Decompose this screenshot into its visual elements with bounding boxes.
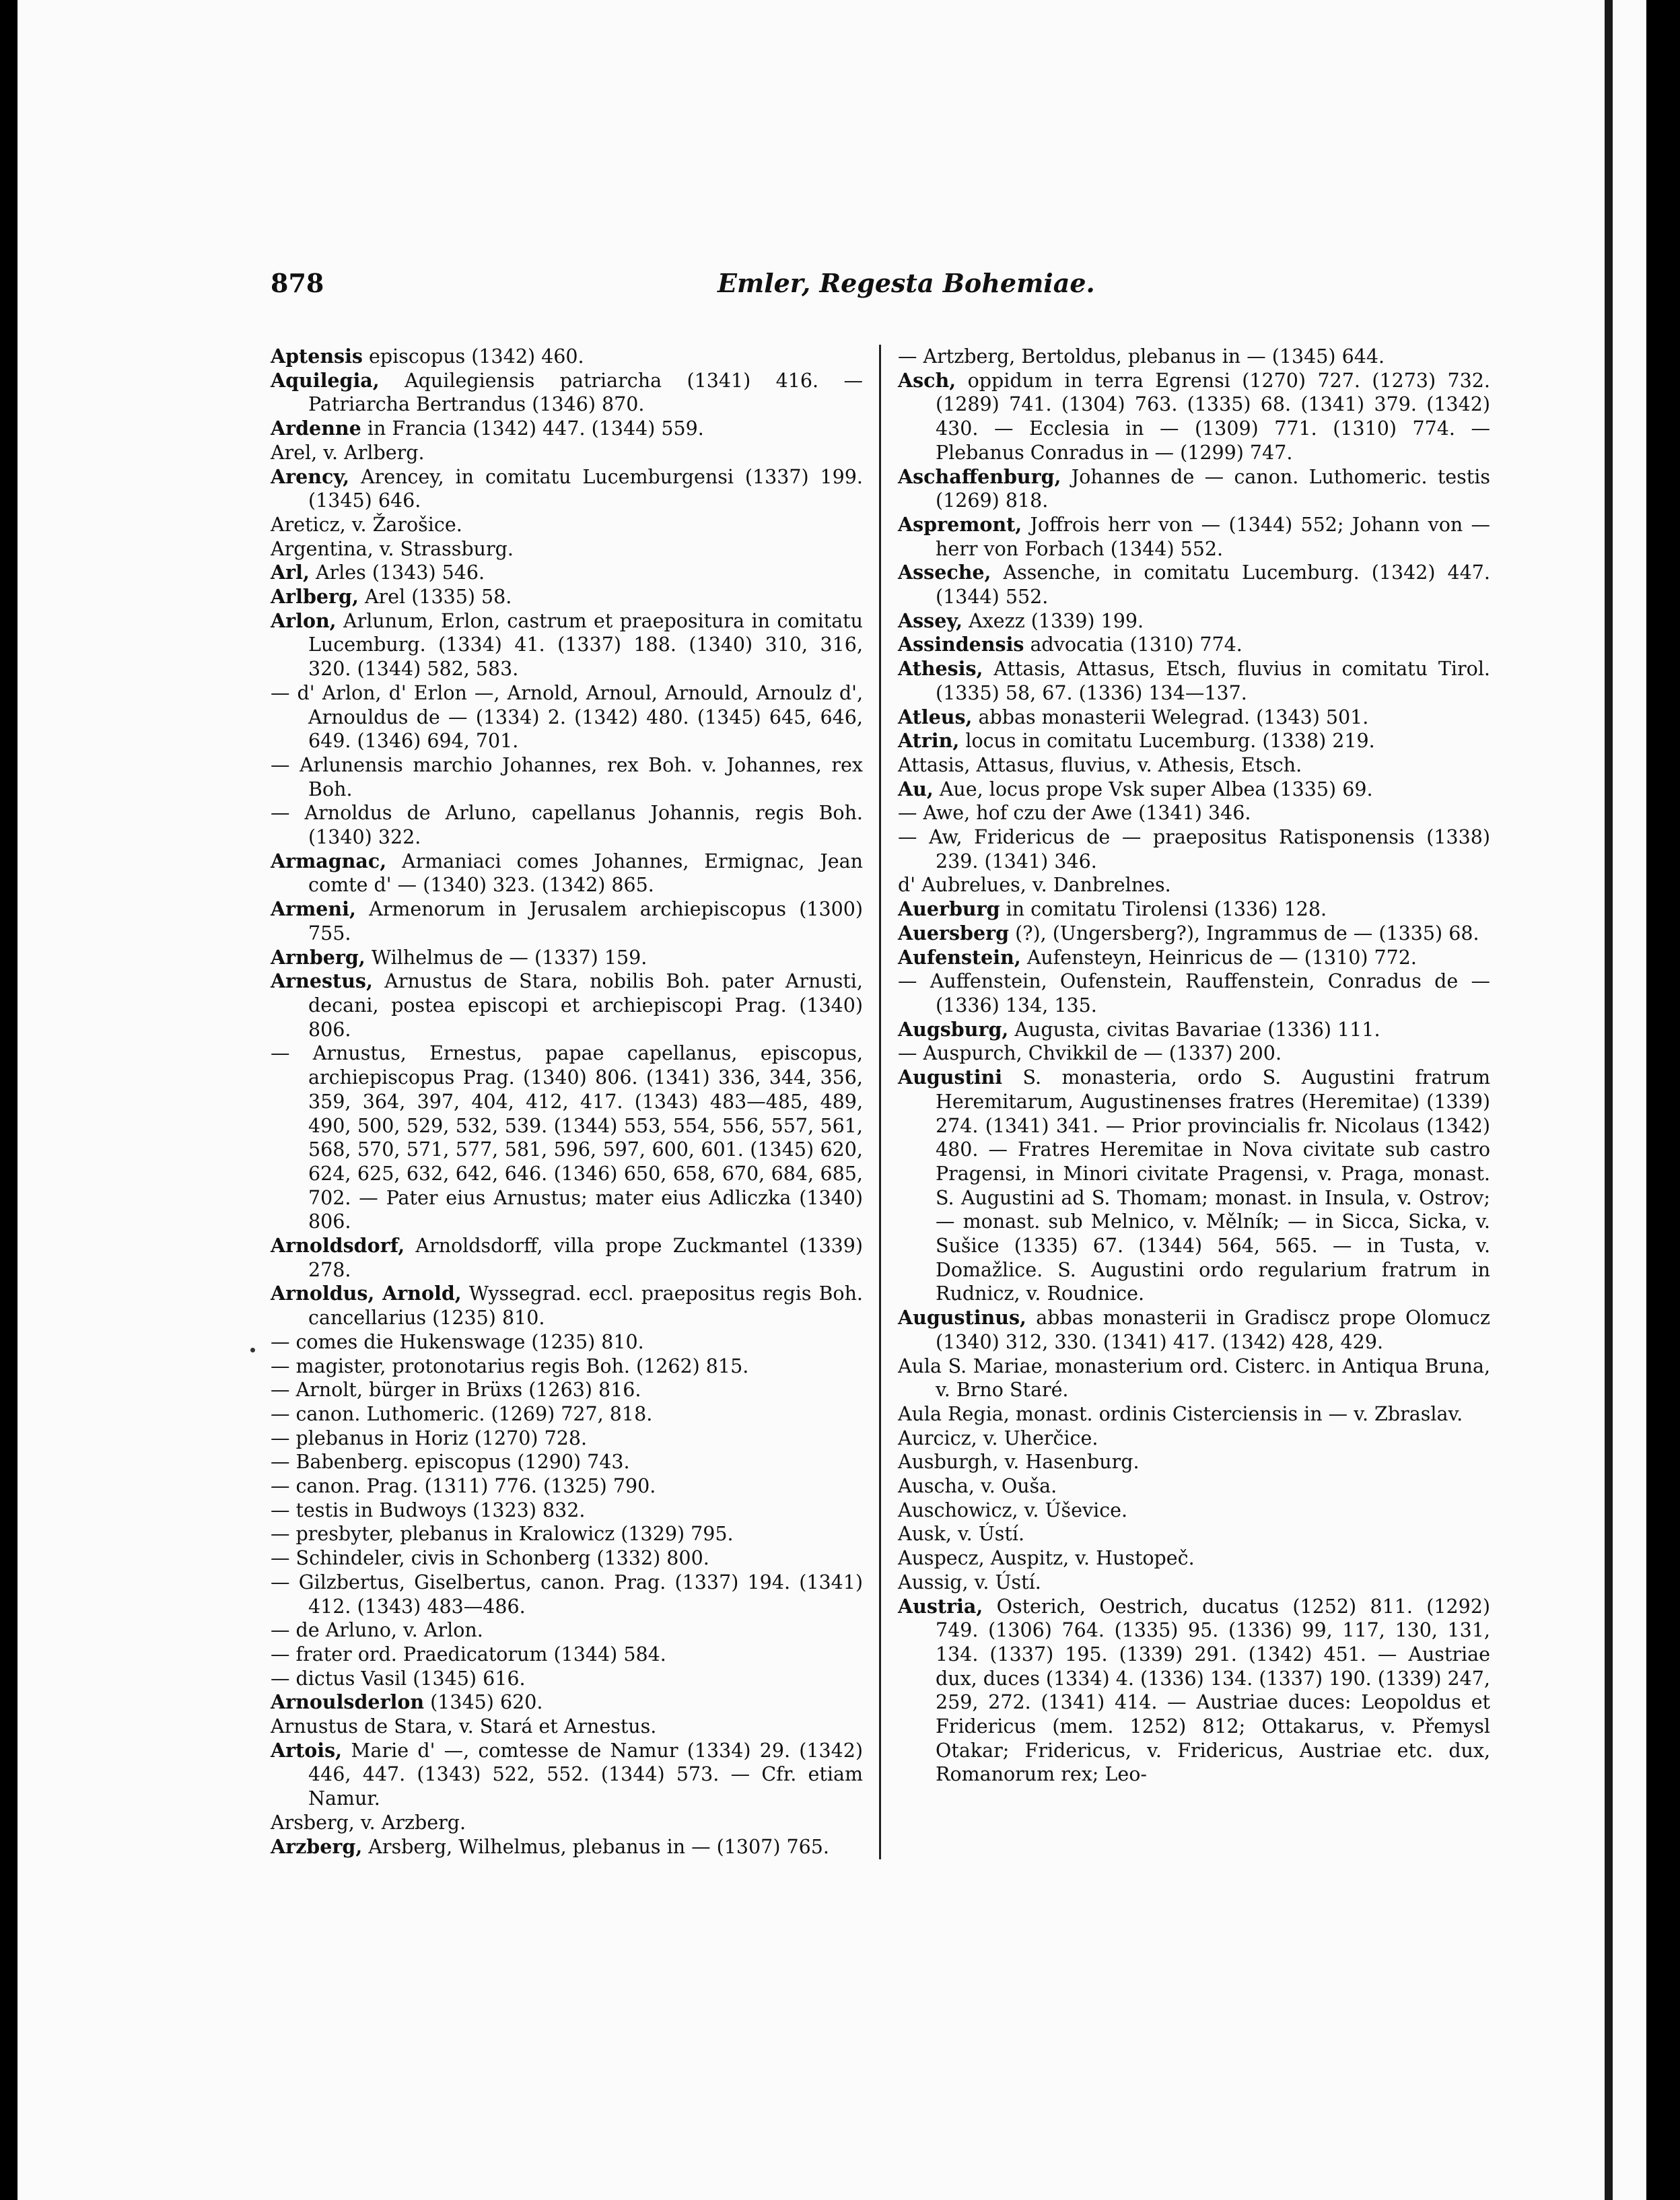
entry-headword: Artois, (271, 1738, 343, 1762)
entry-text: — Arlunensis marchio Johannes, rex Boh. v. Johannes, rex Boh. (271, 753, 863, 800)
index-entry (271, 1667, 863, 1691)
index-entry (898, 369, 1490, 465)
index-entry (271, 850, 863, 897)
entry-text: Arel, v. Arlberg. (271, 441, 425, 464)
entry-text: Augusta, civitas Bavariae (1336) 111. (1008, 1018, 1380, 1041)
entry-text: Arnoldsdorff, villa prope Zuckmantel (1339) 278. (308, 1235, 863, 1281)
entry-text: Marie d' —, comtesse de Namur (1334) 29. (1342) 446, 447. (1343) 522, 552. (1344) 573. — Cfr. etiam Namur. (308, 1739, 863, 1810)
entry-text: Arencey, in comitatu Lucemburgensi (1337) 199. (1345) 646. (308, 465, 863, 512)
index-entry (898, 1595, 1490, 1787)
entry-headword: Arlon, (271, 609, 337, 632)
entry-headword: Aquilegia, (271, 368, 380, 392)
entry-text: Aula S. Mariae, monasterium ord. Cisterc. in Antiqua Bruna, v. Brno Staré. (898, 1354, 1490, 1402)
index-entry (898, 969, 1490, 1017)
index-entry (898, 1474, 1490, 1499)
entry-text: (?), (Ungersberg?), Ingrammus de — (1335) 68. (1009, 922, 1479, 944)
entry-headword: Asch, (898, 368, 956, 392)
entry-headword: Aspremont, (898, 512, 1022, 536)
entry-headword: Arlberg, (271, 585, 359, 609)
entry-text: Aquilegiensis patriarcha (1341) 416. — Patriarcha Bertrandus (1346) 870. (308, 369, 863, 416)
index-entry (271, 1522, 863, 1546)
index-entry (898, 1066, 1490, 1306)
entry-text: Attasis, Attasus, fluvius, v. Athesis, Etsch. (898, 753, 1302, 776)
index-entry (898, 753, 1490, 778)
entry-headword: Asseche, (898, 561, 991, 584)
index-entry (271, 753, 863, 801)
right-column (898, 345, 1490, 1787)
index-entry (271, 561, 863, 585)
index-entry (898, 1354, 1490, 1402)
entry-text: — canon. Luthomeric. (1269) 727, 818. (271, 1402, 653, 1425)
index-entry (271, 369, 863, 417)
entry-headword: Atrin, (898, 729, 960, 753)
entry-text: locus in comitatu Lucemburg. (1338) 219. (959, 730, 1375, 753)
entry-text: — frater ord. Praedicatorum (1344) 584. (271, 1643, 666, 1665)
entry-text: advocatia (1310) 774. (1024, 633, 1242, 656)
index-entry (898, 1426, 1490, 1451)
index-entry (898, 1450, 1490, 1474)
index-entry (271, 417, 863, 441)
entry-text: Arsberg, Wilhelmus, plebanus in — (1307) 765. (362, 1835, 829, 1858)
index-entry (898, 1306, 1490, 1354)
entry-headword: Augsburg, (898, 1017, 1009, 1041)
index-entry (898, 1546, 1490, 1571)
entry-text: — de Arluno, v. Arlon. (271, 1619, 483, 1642)
entry-headword: Arzberg, (271, 1834, 363, 1858)
index-entry (271, 969, 863, 1041)
index-entry (898, 778, 1490, 802)
index-entry (898, 609, 1490, 633)
entry-text: Attasis, Attasus, Etsch, fluvius in comitatu Tirol. (1335) 58, 67. (1336) 134—137. (936, 658, 1490, 704)
page-number: 878 (271, 268, 324, 298)
entry-text: Osterich, Oestrich, ducatus (1252) 811. (1292) 749. (1306) 764. (1335) 95. (1336) 99, 117, 130, 131, 134. (1337) 195. (1339) 291. (1342) 451. — Austriae dux, duces (1334) 4. (1336) 134. (1337) 190. (1339) 247, 259, 272. (1341) 414. — Austriae duces: Leopoldus et Fridericus (mem. 1252) 812; Ottakarus, v. Přemysl Otakar; Fridericus, v. Fridericus, Austriae etc. dux, Romanorum rex; Leo- (936, 1595, 1490, 1786)
entry-headword: Arnberg, (271, 945, 365, 969)
index-entry (898, 1571, 1490, 1595)
entry-text: Aufensteyn, Heinricus de — (1310) 772. (1020, 946, 1417, 969)
index-entry (271, 1739, 863, 1811)
entry-text: — Schindeler, civis in Schonberg (1332) 800. (271, 1547, 709, 1570)
index-entry (898, 825, 1490, 873)
entry-text: Aurcicz, v. Uherčice. (898, 1426, 1098, 1449)
entry-text: Areticz, v. Žarošice. (271, 513, 462, 536)
entry-text: — Auffenstein, Oufenstein, Rauffenstein, Conradus de — (1336) 134, 135. (898, 970, 1490, 1017)
entry-headword: Auerburg (898, 897, 1000, 921)
index-entry (271, 1811, 863, 1835)
index-entry (898, 801, 1490, 825)
index-entry (898, 706, 1490, 730)
index-entry (898, 465, 1490, 513)
entry-headword: Arnoldsdorf, (271, 1234, 405, 1258)
entry-headword: Arl, (271, 561, 310, 584)
entry-headword: Augustini (898, 1066, 1003, 1089)
entry-headword: Assindensis (898, 633, 1024, 656)
index-entry (898, 1499, 1490, 1523)
entry-text: — Arnustus, Ernestus, papae capellanus, episcopus, archiepiscopus Prag. (1340) 806. (1341) 336, 344, 356, 359, 364, 397, 404, 412, 417. (1343) 483—485, 489, 490, 500, 529, 532, 539. (1344) 553, 554, 556, 557, 561, 568, 570, 571, 577, 581, 596, 597, 600, 601. (1345) 620, 624, 625, 632, 642, 646. (1346) 650, 658, 670, 684, 685, 702. — Pater eius Arnustus; mater eius Adliczka (1340) 806. (271, 1042, 863, 1233)
entry-text: abbas monasterii Welegrad. (1343) 501. (972, 706, 1369, 728)
index-entry (271, 609, 863, 681)
entry-text: abbas monasterii in Gradiscz prope Olomucz (1340) 312, 330. (1341) 417. (1342) 428, 429. (936, 1307, 1490, 1353)
index-entry (271, 1330, 863, 1354)
entry-text: — presbyter, plebanus in Kralowicz (1329) 795. (271, 1523, 734, 1546)
entry-text: Arnustus de Stara, nobilis Boh. pater Arnusti, decani, postea episcopi et archiepiscopi Prag. (1340) 806. (308, 970, 863, 1041)
entry-text: Wilhelmus de — (1337) 159. (365, 946, 648, 969)
index-entry (271, 513, 863, 537)
index-entry (271, 1499, 863, 1523)
index-entry (271, 465, 863, 513)
index-entry (271, 946, 863, 970)
entry-text: Joffrois herr von — (1344) 552; Johann von — herr von Forbach (1344) 552. (936, 513, 1490, 560)
entry-headword: Assey, (898, 609, 963, 632)
index-entry (898, 657, 1490, 705)
entry-headword: Ardenne (271, 417, 361, 440)
entry-text: — Arnoldus de Arluno, capellanus Johannis, regis Boh. (1340) 322. (271, 802, 863, 849)
page-edge-shadow (1605, 0, 1613, 2200)
index-entry (271, 1282, 863, 1330)
index-entry (898, 729, 1490, 753)
index-entry (271, 1378, 863, 1402)
index-entry (898, 1522, 1490, 1546)
index-entry (271, 1618, 863, 1643)
index-entry (271, 801, 863, 849)
entry-headword: Armeni, (271, 897, 356, 921)
index-entry (271, 897, 863, 945)
entry-text: — Gilzbertus, Giselbertus, canon. Prag. (1337) 194. (1341) 412. (1343) 483—486. (271, 1571, 863, 1618)
entry-text: Ausk, v. Ústí. (898, 1523, 1025, 1546)
entry-headword: Arency, (271, 465, 350, 488)
index-entry (271, 441, 863, 465)
index-entry (271, 1354, 863, 1379)
entry-text: Arlunum, Erlon, castrum et praepositura in comitatu Lucemburg. (1334) 41. (1337) 188. (1340) 310, 316, 320. (1344) 582, 583. (308, 609, 863, 681)
index-entry (898, 561, 1490, 609)
entry-text: Assenche, in comitatu Lucemburg. (1342) 447. (1344) 552. (936, 561, 1490, 609)
index-entry (898, 897, 1490, 922)
index-entry (271, 1643, 863, 1667)
entry-text: — testis in Budwoys (1323) 832. (271, 1499, 586, 1521)
entry-headword: Aschaffenburg, (898, 465, 1061, 488)
entry-headword: Aufenstein, (898, 945, 1021, 969)
entry-text: — Arnolt, bürger in Brüxs (1263) 816. (271, 1379, 641, 1402)
entry-text: — comes die Hukenswage (1235) 810. (271, 1330, 644, 1353)
entry-headword: Armagnac, (271, 849, 387, 872)
entry-headword: Auersberg (898, 921, 1010, 944)
entry-text: oppidum in terra Egrensi (1270) 727. (1273) 732. (1289) 741. (1304) 763. (1335) 68. (1341) 379. (1342) 430. — Ecclesia in — (1309) 771. (1310) 774. — Plebanus Conradus in — (1299) 747. (936, 369, 1490, 464)
index-entry (898, 946, 1490, 970)
entry-text: — Artzberg, Bertoldus, plebanus in — (1345) 644. (898, 345, 1385, 368)
index-entry (898, 1041, 1490, 1066)
index-entry (271, 1715, 863, 1739)
entry-text: — Awe, hof czu der Awe (1341) 346. (898, 802, 1251, 825)
margin-dot (250, 1348, 255, 1352)
entry-text: episcopus (1342) 460. (362, 345, 584, 368)
entry-text: Auscha, v. Ouša. (898, 1475, 1057, 1498)
index-entry (271, 345, 863, 369)
entry-text: — Babenberg. episcopus (1290) 743. (271, 1451, 630, 1474)
index-entry (271, 1402, 863, 1426)
left-column (271, 345, 863, 1859)
index-entry (898, 513, 1490, 561)
entry-headword: Austria, (898, 1594, 983, 1618)
entry-text: in comitatu Tirolensi (1336) 128. (1000, 898, 1327, 921)
index-entry (271, 1571, 863, 1618)
index-entry (898, 345, 1490, 369)
index-entry (898, 1018, 1490, 1042)
entry-text: Wyssegrad. eccl. praepositus regis Boh. cancellarius (1235) 810. (308, 1282, 863, 1330)
entry-text: Arsberg, v. Arzberg. (271, 1811, 466, 1834)
entry-text: d' Aubrelues, v. Danbrelnes. (898, 874, 1171, 897)
entry-headword: Augustinus, (898, 1306, 1026, 1330)
entry-headword: Aptensis (271, 345, 363, 368)
index-entry (271, 585, 863, 609)
entry-text: — dictus Vasil (1345) 616. (271, 1667, 526, 1690)
entry-text: in Francia (1342) 447. (1344) 559. (361, 417, 704, 440)
running-title: Emler, Regesta Bohemiae. (718, 268, 1095, 298)
index-entry (271, 1474, 863, 1499)
entry-text: — Aw, Fridericus de — praepositus Ratisponensis (1338) 239. (1341) 346. (898, 826, 1490, 872)
entry-text: — magister, protonotarius regis Boh. (1262) 815. (271, 1354, 749, 1377)
index-entry (271, 1041, 863, 1234)
index-entry (898, 922, 1490, 946)
entry-text: — plebanus in Horiz (1270) 728. (271, 1426, 588, 1449)
entry-headword: Atleus, (898, 705, 973, 728)
entry-text: Armenorum in Jerusalem archiepiscopus (1300) 755. (308, 898, 863, 944)
index-entry (271, 1426, 863, 1451)
entry-text: Axezz (1339) 199. (963, 609, 1144, 632)
entry-text: Ausburgh, v. Hasenburg. (898, 1451, 1140, 1474)
entry-text: Auspecz, Auspitz, v. Hustopeč. (898, 1547, 1195, 1570)
index-entry (271, 1690, 863, 1715)
entry-text: Aue, locus prope Vsk super Albea (1335) 69. (933, 778, 1373, 800)
index-entry (271, 681, 863, 753)
index-entry (898, 1402, 1490, 1426)
index-entry (898, 873, 1490, 897)
entry-text: Arles (1343) 546. (309, 561, 485, 584)
index-entry (271, 1450, 863, 1474)
index-entry (271, 1835, 863, 1859)
entry-headword: Arnoldus, Arnold, (271, 1282, 462, 1305)
entry-headword: Arnoulsderlon (271, 1690, 425, 1714)
entry-text: Argentina, v. Strassburg. (271, 537, 514, 560)
entry-headword: Athesis, (898, 657, 983, 681)
index-entry (271, 1546, 863, 1571)
index-entry (898, 633, 1490, 657)
column-divider (879, 345, 881, 1859)
entry-text: Johannes de — canon. Luthomeric. testis (1269) 818. (936, 465, 1490, 512)
index-entry (271, 1234, 863, 1282)
index-entry (271, 537, 863, 561)
entry-text: Armaniaci comes Johannes, Ermignac, Jean comte d' — (1340) 323. (1342) 865. (308, 850, 863, 897)
entry-text: (1345) 620. (424, 1691, 543, 1714)
entry-text: Aussig, v. Ústí. (898, 1571, 1041, 1593)
entry-text: Auschowicz, v. Úševice. (898, 1499, 1128, 1521)
entry-text: — canon. Prag. (1311) 776. (1325) 790. (271, 1475, 656, 1498)
entry-text: Arnustus de Stara, v. Stará et Arnestus. (271, 1715, 657, 1738)
entry-text: — Auspurch, Chvikkil de — (1337) 200. (898, 1042, 1282, 1065)
entry-text: — d' Arlon, d' Erlon —, Arnold, Arnoul, Arnould, Arnoulz d', Arnouldus de — (1334) 2. (1342) 480. (1345) 645, 646, 649. (1346) 694, 701. (271, 681, 863, 753)
entry-text: Arel (1335) 58. (358, 586, 512, 609)
entry-headword: Au, (898, 777, 934, 800)
entry-headword: Arnestus, (271, 969, 373, 993)
entry-text: Aula Regia, monast. ordinis Cisterciensis in — v. Zbraslav. (898, 1402, 1463, 1425)
entry-text: S. monasteria, ordo S. Augustini fratrum Heremitarum, Augustinenses fratres (Heremitae) (1339) 274. (1341) 341. — Prior provincialis fr. Nicolaus (1342) 480. — Fratres Heremitae in Nova civitate sub castro Pragensi, in Minori civitate Pragensi, v. Praga, monast. S. Augustini ad S. Thomam; monast. in Insula, v. Ostrov; — monast. sub Melnico, v. Mělník; — in Sicca, Sicka, v. Sušice (1335) 67. (1344) 564, 565. — in Tusta, v. Domažlice. S. Augustini ordo regularium fratrum in Rudnicz, v. Roudnice. (936, 1066, 1490, 1305)
